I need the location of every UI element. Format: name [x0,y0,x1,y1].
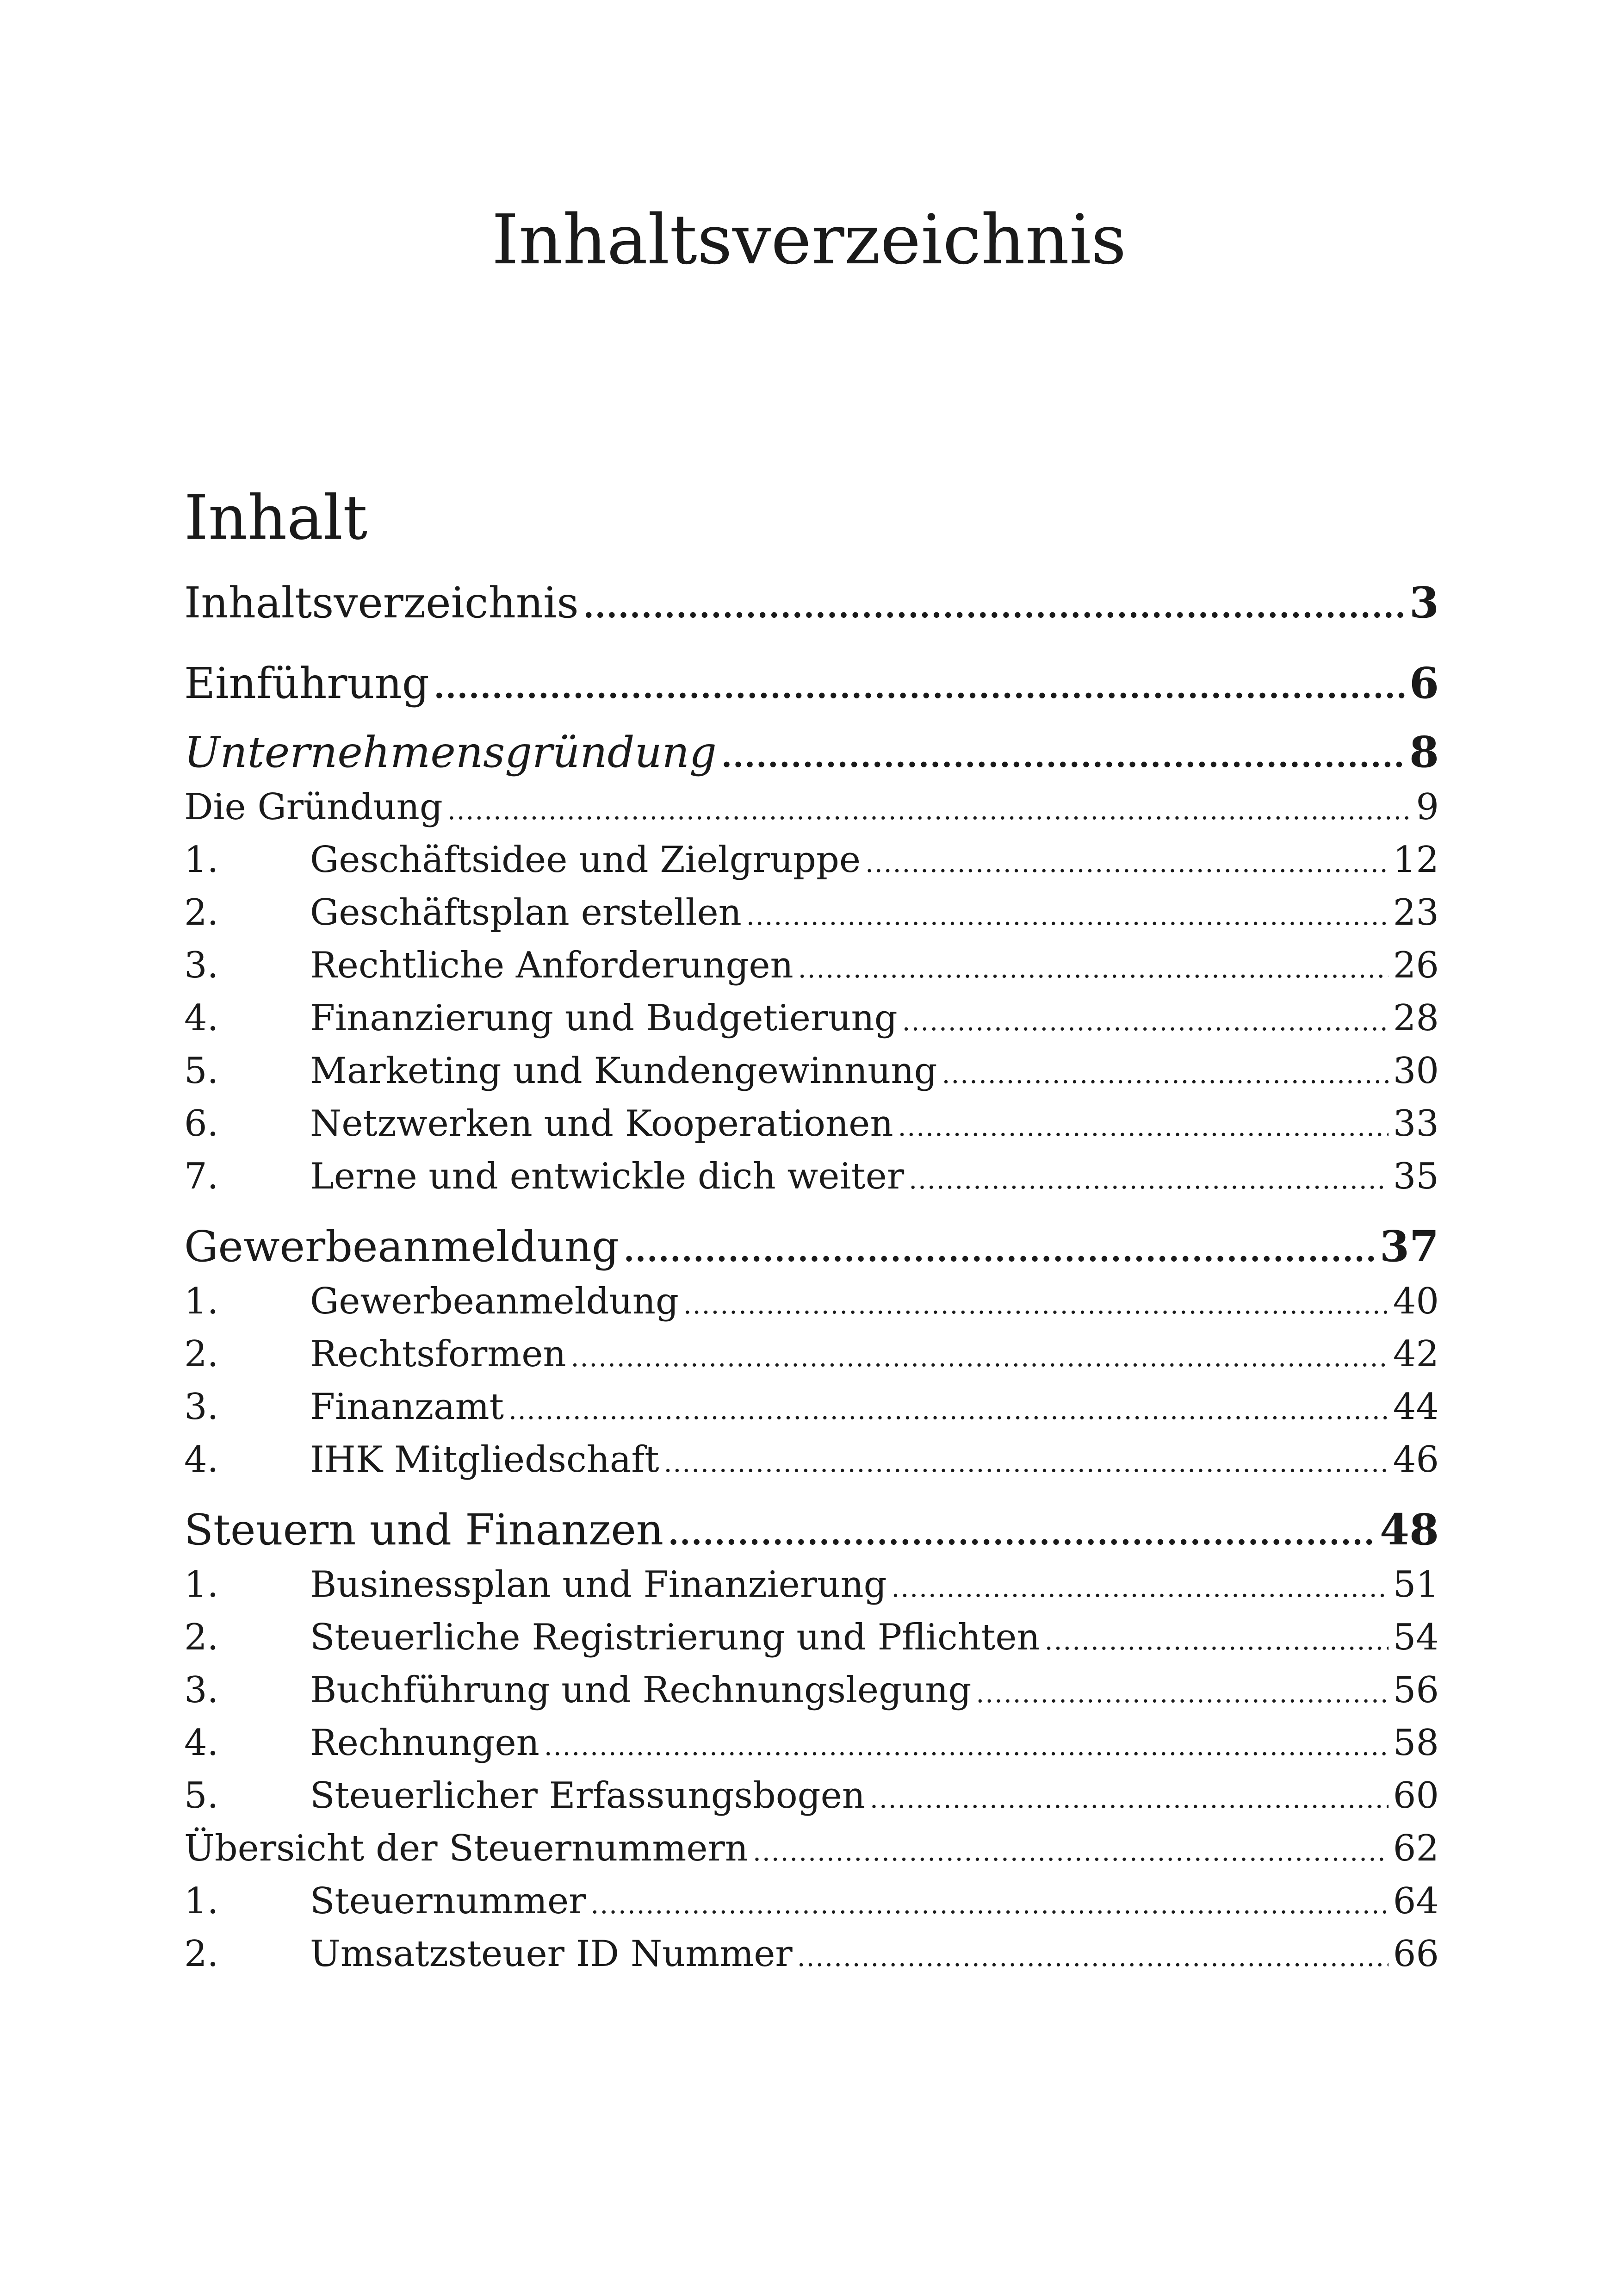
toc-item[interactable] [184,886,1439,939]
dot-leader [571,1332,1389,1381]
dot-leader [797,1931,1389,1980]
toc-page-number: 46 [1393,1439,1439,1481]
toc-item-number: 2. [184,1933,219,1975]
dot-leader [942,1048,1389,1097]
toc-heading: Inhalt [184,482,368,554]
toc-item-number: 1. [184,1281,219,1322]
toc-entry-label: Netzwerken und Kooperationen [310,1103,893,1145]
toc-item-number: 3. [184,945,219,986]
toc-entry-label: IHK Mitgliedschaft [310,1439,659,1481]
toc-item-number: 5. [184,1050,219,1092]
toc-chapter-gewerbeanmeldung[interactable] [184,1218,1439,1275]
toc-item[interactable] [184,1150,1439,1203]
toc-item[interactable] [184,1381,1439,1433]
toc-page-number: 48 [1379,1505,1439,1555]
toc-entry-label: Rechtsformen [310,1333,566,1375]
toc-entry-label: Inhaltsverzeichnis [184,578,579,628]
toc-page-number: 54 [1393,1617,1439,1658]
toc-item-number: 1. [184,1880,219,1922]
toc-page-number: 51 [1393,1564,1439,1605]
dot-leader [544,1720,1389,1769]
toc-entry-label: Finanzierung und Budgetierung [310,997,898,1039]
dot-leader [583,566,1405,643]
toc-item-number: 2. [184,892,219,933]
toc-item-number: 4. [184,997,219,1039]
dot-leader [753,1826,1389,1875]
toc-page-number: 56 [1393,1669,1439,1711]
toc-page-number: 35 [1393,1156,1439,1197]
toc-entry-label: Übersicht der Steuernummern [184,1828,749,1869]
toc-item[interactable] [184,1328,1439,1381]
toc-entry-label: Rechnungen [310,1722,539,1764]
toc-entry-inhaltsverzeichnis[interactable] [184,562,1439,643]
toc-item[interactable] [184,1769,1439,1822]
toc-entry-label: Businessplan und Finanzierung [310,1564,887,1605]
dot-leader [590,1879,1388,1928]
toc-item[interactable] [184,1611,1439,1664]
dot-leader [664,1437,1389,1486]
toc-page-number: 66 [1393,1933,1439,1975]
toc-item-number: 2. [184,1333,219,1375]
dot-leader [798,943,1389,992]
dot-leader [909,1154,1389,1203]
toc-page-number: 3 [1409,578,1439,628]
toc-entry-label: Einführung [184,659,429,708]
toc-entry-label: Rechtliche Anforderungen [310,945,794,986]
dot-leader [892,1562,1389,1611]
toc-entry-label: Steuerliche Registrierung und Pflichten [310,1617,1040,1658]
toc-item[interactable] [184,939,1439,992]
dot-leader [434,647,1405,723]
toc-item[interactable] [184,1664,1439,1717]
toc-subheading-uebersicht-steuernummern[interactable] [184,1822,1439,1875]
toc-chapter-steuern-und-finanzen[interactable] [184,1501,1439,1558]
toc-page-number: 28 [1393,997,1439,1039]
toc-item[interactable] [184,1717,1439,1769]
toc-item[interactable] [184,1433,1439,1486]
toc-entry-label: Umsatzsteuer ID Nummer [310,1933,793,1975]
toc-page-number: 30 [1393,1050,1439,1092]
toc-page-number: 23 [1393,892,1439,933]
toc-entry-label: Buchführung und Rechnungslegung [310,1669,972,1711]
toc-page-number: 9 [1416,786,1439,828]
toc-item[interactable] [184,1097,1439,1150]
toc-entry-label: Steuernummer [310,1880,586,1922]
toc-item-number: 2. [184,1617,219,1658]
dot-leader [898,1101,1389,1150]
toc-item-number: 1. [184,1564,219,1605]
toc-item[interactable] [184,1928,1439,1980]
toc-entry-einfuehrung[interactable] [184,643,1439,723]
toc-page-number: 64 [1393,1880,1439,1922]
toc-entry-label: Die Gründung [184,786,443,828]
dot-leader [902,996,1389,1045]
dot-leader [976,1668,1388,1717]
toc-page-number: 40 [1393,1281,1439,1322]
toc-entry-label: Steuerlicher Erfassungsbogen [310,1775,865,1817]
dot-leader [870,1773,1389,1822]
toc-item[interactable] [184,992,1439,1045]
toc-page-number: 33 [1393,1103,1439,1145]
dot-leader [683,1279,1389,1328]
dot-leader [668,1505,1375,1558]
dot-leader [746,890,1389,939]
toc-page-number: 8 [1409,727,1439,777]
dot-leader [721,728,1405,781]
toc-page-number: 37 [1379,1221,1439,1271]
dot-leader [447,784,1412,834]
toc-page-number: 58 [1393,1722,1439,1764]
dot-leader [1045,1615,1389,1664]
toc-item-number: 4. [184,1722,219,1764]
toc-item[interactable] [184,1875,1439,1928]
toc-entry-label: Geschäftsidee und Zielgruppe [310,839,861,881]
toc-page-number: 26 [1393,945,1439,986]
toc-entry-label: Finanzamt [310,1386,504,1428]
toc-page-number: 12 [1393,839,1439,881]
toc-item-number: 5. [184,1775,219,1817]
toc-subheading-die-gruendung[interactable] [184,781,1439,834]
dot-leader [624,1222,1375,1275]
dot-leader [865,837,1389,886]
toc-item[interactable] [184,1275,1439,1328]
toc-entry-label: Gewerbeanmeldung [310,1281,679,1322]
toc-chapter-label: Unternehmensgründung [184,728,717,777]
toc-item-number: 4. [184,1439,219,1481]
toc-chapter-unternehmensgruendung[interactable] [184,723,1439,781]
table-of-contents [184,481,1439,1980]
toc-item-number: 1. [184,839,219,881]
toc-item-number: 3. [184,1386,219,1428]
toc-item[interactable] [184,1045,1439,1097]
toc-item[interactable] [184,834,1439,886]
toc-chapter-label: Steuern und Finanzen [184,1505,664,1555]
toc-entry-label: Lerne und entwickle dich weiter [310,1156,905,1197]
toc-item-number: 7. [184,1156,219,1197]
toc-item-number: 6. [184,1103,219,1145]
page-title: Inhaltsverzeichnis [491,200,1127,280]
toc-page-number: 44 [1393,1386,1439,1428]
toc-entry-label: Geschäftsplan erstellen [310,892,742,933]
toc-page-number: 62 [1393,1828,1439,1869]
toc-chapter-label: Gewerbeanmeldung [184,1222,619,1271]
toc-item-number: 3. [184,1669,219,1711]
toc-page-number: 60 [1393,1775,1439,1817]
toc-item[interactable] [184,1558,1439,1611]
toc-page-number: 42 [1393,1333,1439,1375]
dot-leader [508,1384,1389,1433]
toc-page-number: 6 [1409,658,1439,708]
toc-entry-label: Marketing und Kundengewinnung [310,1050,937,1092]
